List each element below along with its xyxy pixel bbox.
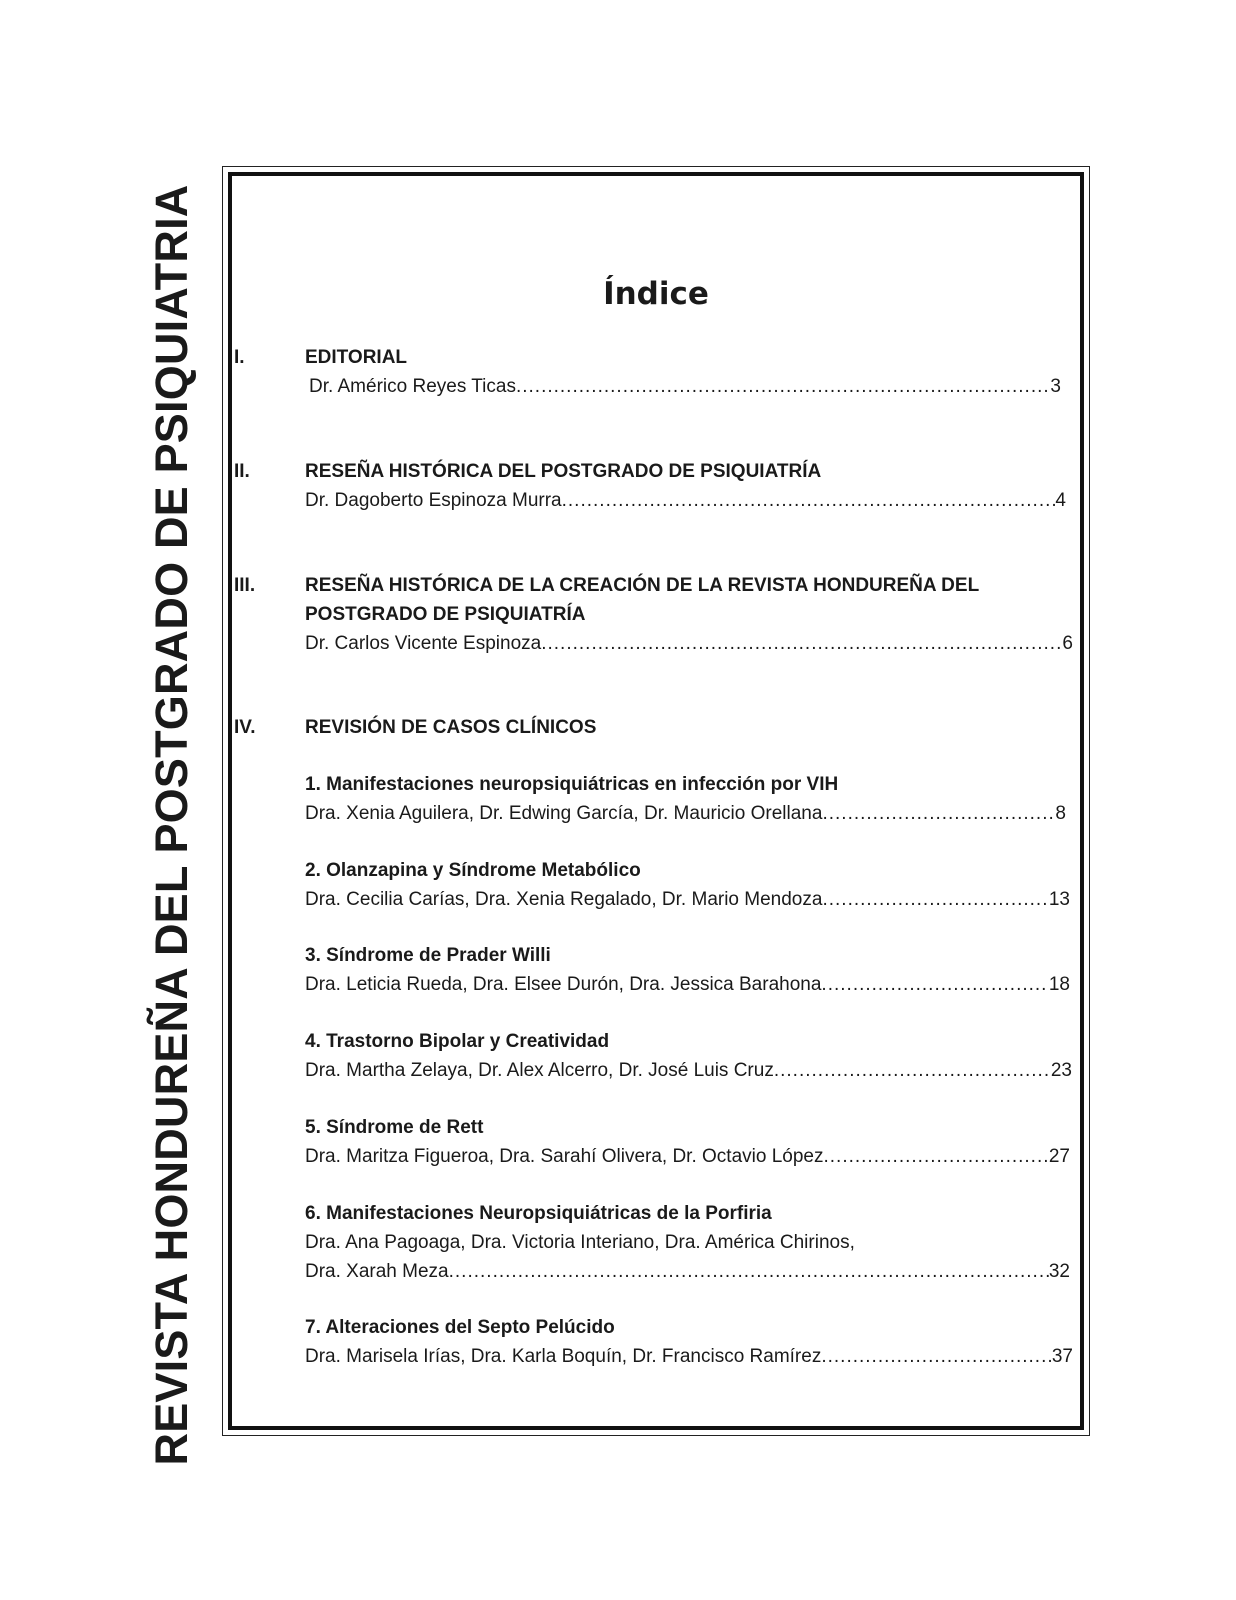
author-names: Dra. Xarah Meza <box>305 1261 449 1282</box>
section-numeral: III. <box>234 575 256 596</box>
section-title: EDITORIAL <box>305 347 408 368</box>
journal-spine-title <box>146 135 198 1515</box>
toc-entry-author[interactable] <box>305 487 1066 515</box>
case-title: 4. Trastorno Bipolar y Creatividad <box>305 1031 610 1052</box>
author-names-line1: Dra. Ana Pagoaga, Dra. Victoria Interiano, Dra. América Chirinos, <box>305 1232 855 1253</box>
page-number: 3 <box>1050 376 1061 397</box>
leader-dots <box>821 971 1048 999</box>
section-title-line2: POSTGRADO DE PSIQUIATRÍA <box>305 604 586 625</box>
page-number: 8 <box>1055 803 1066 824</box>
leader-dots <box>541 630 1062 658</box>
author-names: Dra. Marisela Irías, Dra. Karla Boquín, Dr. Francisco Ramírez <box>305 1346 822 1367</box>
page-number: 13 <box>1048 889 1070 910</box>
toc-entry-author[interactable] <box>309 373 1061 401</box>
toc-entry-author[interactable] <box>305 1143 1070 1171</box>
leader-dots <box>823 1143 1048 1171</box>
section-numeral: IV. <box>234 717 256 738</box>
author-names: Dr. Américo Reyes Ticas <box>309 376 516 397</box>
toc-entry-author[interactable] <box>305 630 1073 658</box>
toc-entry-author[interactable] <box>305 971 1070 999</box>
toc-entry-author[interactable] <box>305 800 1066 828</box>
page-number: 18 <box>1048 974 1070 995</box>
case-title: 1. Manifestaciones neuropsiquiátricas en infección por VIH <box>305 774 839 795</box>
page-number: 37 <box>1051 1346 1073 1367</box>
leader-dots <box>562 487 1056 515</box>
author-names: Dra. Xenia Aguilera, Dr. Edwing García, Dr. Mauricio Orellana <box>305 803 823 824</box>
author-names: Dra. Martha Zelaya, Dr. Alex Alcerro, Dr. José Luis Cruz <box>305 1060 774 1081</box>
page-number: 6 <box>1062 633 1073 654</box>
section-title-line1: RESEÑA HISTÓRICA DE LA CREACIÓN DE LA REVISTA HONDUREÑA DEL <box>305 575 980 596</box>
author-names: Dra. Cecilia Carías, Dra. Xenia Regalado, Dr. Mario Mendoza <box>305 889 823 910</box>
toc-entry-author[interactable] <box>305 1343 1073 1371</box>
case-title: 3. Síndrome de Prader Willi <box>305 945 551 966</box>
page-number: 32 <box>1048 1261 1070 1282</box>
page-number: 4 <box>1055 490 1066 511</box>
section-title: RESEÑA HISTÓRICA DEL POSTGRADO DE PSIQUIATRÍA <box>305 461 822 482</box>
index-title: Índice <box>603 276 709 312</box>
author-names: Dr. Carlos Vicente Espinoza <box>305 633 542 654</box>
leader-dots <box>449 1258 1049 1286</box>
leader-dots <box>822 800 1055 828</box>
leader-dots <box>774 1057 1051 1085</box>
leader-dots <box>821 1343 1052 1371</box>
author-names: Dra. Leticia Rueda, Dra. Elsee Durón, Dra. Jessica Barahona <box>305 974 822 995</box>
case-title: 7. Alteraciones del Septo Pelúcido <box>305 1317 615 1338</box>
section-numeral: II. <box>234 461 250 482</box>
section-title: REVISIÓN DE CASOS CLÍNICOS <box>305 717 597 738</box>
case-title: 6. Manifestaciones Neuropsiquiátricas de la Porfiria <box>305 1203 772 1224</box>
section-numeral: I. <box>234 347 245 368</box>
page-number: 27 <box>1048 1146 1070 1167</box>
leader-dots <box>516 373 1050 401</box>
toc-entry-author[interactable] <box>305 886 1070 914</box>
toc-entry-author[interactable] <box>305 1057 1072 1085</box>
author-names: Dra. Maritza Figueroa, Dra. Sarahí Olivera, Dr. Octavio López <box>305 1146 824 1167</box>
spine-title-text: REVISTA HONDUREÑA DEL POSTGRADO DE PSIQUIATRIA <box>146 184 197 1466</box>
page-number: 23 <box>1050 1060 1072 1081</box>
case-title: 2. Olanzapina y Síndrome Metabólico <box>305 860 641 881</box>
toc-entry-author[interactable] <box>305 1258 1070 1286</box>
leader-dots <box>822 886 1048 914</box>
case-title: 5. Síndrome de Rett <box>305 1117 484 1138</box>
author-names: Dr. Dagoberto Espinoza Murra <box>305 490 562 511</box>
